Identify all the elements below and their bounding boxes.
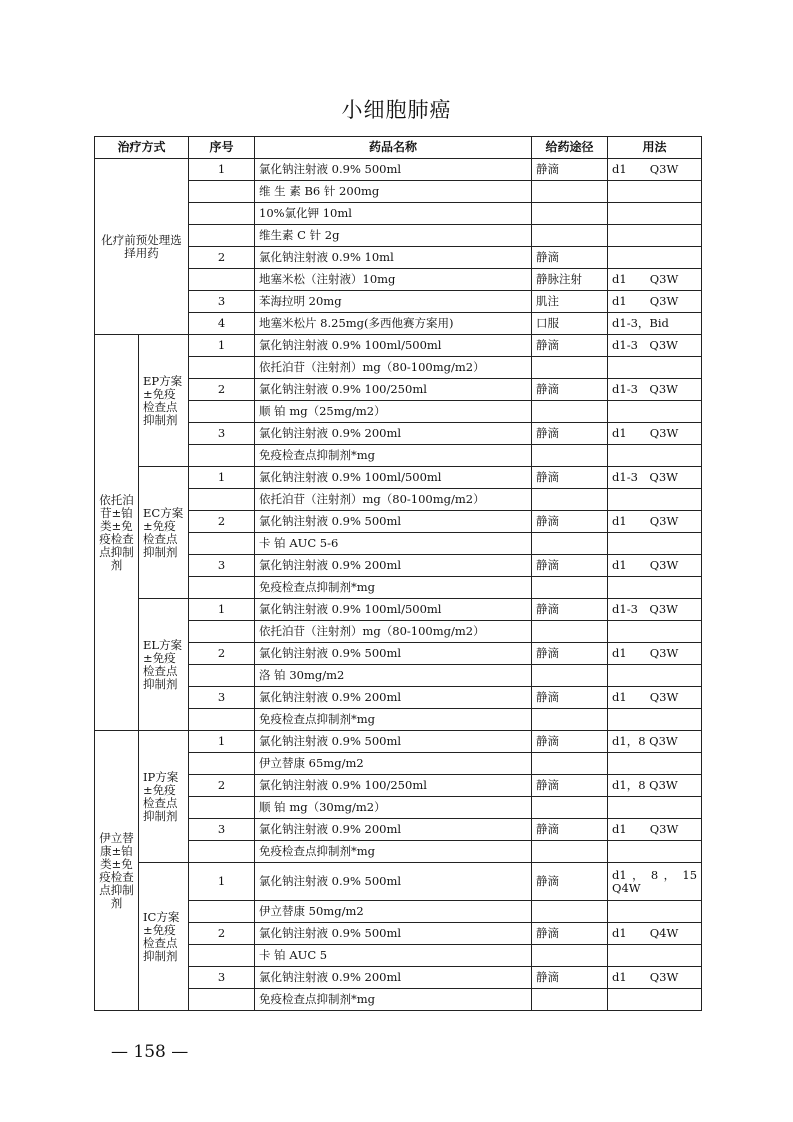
category-pretreatment: 化疗前预处理选择用药 [95, 159, 189, 335]
usage [608, 901, 702, 923]
usage: d1，8 Q3W [608, 731, 702, 753]
subgroup-el: EL方案±免疫检查点抑制剂 [139, 599, 189, 731]
drug-name: 伊立替康 50mg/m2 [255, 901, 532, 923]
route: 静滴 [532, 687, 608, 709]
drug-name: 地塞米松（注射液）10mg [255, 269, 532, 291]
row-number [189, 181, 255, 203]
route [532, 797, 608, 819]
row-number [189, 577, 255, 599]
table-row [95, 467, 702, 489]
drug-name: 免疫检查点抑制剂*mg [255, 709, 532, 731]
table-header-row [95, 137, 702, 159]
drug-name: 氯化钠注射液 0.9% 200ml [255, 423, 532, 445]
usage: d1-3 Q3W [608, 599, 702, 621]
usage [608, 357, 702, 379]
row-number [189, 901, 255, 923]
drug-name: 氯化钠注射液 0.9% 500ml [255, 511, 532, 533]
route [532, 577, 608, 599]
row-number [189, 225, 255, 247]
route [532, 401, 608, 423]
usage [608, 203, 702, 225]
drug-name: 免疫检查点抑制剂*mg [255, 989, 532, 1011]
usage [608, 489, 702, 511]
route [532, 533, 608, 555]
route [532, 621, 608, 643]
row-number [189, 797, 255, 819]
header-therapy: 治疗方式 [95, 137, 189, 159]
row-number [189, 489, 255, 511]
route: 静滴 [532, 819, 608, 841]
route [532, 709, 608, 731]
usage [608, 945, 702, 967]
usage: d1 Q3W [608, 423, 702, 445]
route [532, 225, 608, 247]
usage [608, 753, 702, 775]
drug-name: 顺 铂 mg（30mg/m2） [255, 797, 532, 819]
usage: d1 Q3W [608, 967, 702, 989]
regimen-table [94, 136, 702, 1011]
page-number: — 158 — [111, 1042, 189, 1062]
route: 静滴 [532, 967, 608, 989]
route: 静滴 [532, 159, 608, 181]
row-number: 3 [189, 423, 255, 445]
page-title: 小细胞肺癌 [341, 98, 452, 122]
row-number: 1 [189, 863, 255, 901]
drug-name: 卡 铂 AUC 5 [255, 945, 532, 967]
drug-name: 氯化钠注射液 0.9% 100/250ml [255, 775, 532, 797]
row-number: 2 [189, 247, 255, 269]
drug-name: 氯化钠注射液 0.9% 100ml/500ml [255, 335, 532, 357]
subgroup-ep: EP方案±免疫检查点抑制剂 [139, 335, 189, 467]
table-row [95, 599, 702, 621]
route: 肌注 [532, 291, 608, 313]
usage: d1-3 Q3W [608, 335, 702, 357]
row-number [189, 203, 255, 225]
drug-name: 免疫检查点抑制剂*mg [255, 445, 532, 467]
row-number: 2 [189, 775, 255, 797]
route: 静滴 [532, 923, 608, 945]
usage: d1 Q3W [608, 643, 702, 665]
row-number: 2 [189, 379, 255, 401]
row-number: 4 [189, 313, 255, 335]
route: 静滴 [532, 511, 608, 533]
drug-name: 氯化钠注射液 0.9% 500ml [255, 159, 532, 181]
usage [608, 533, 702, 555]
drug-name: 洛 铂 30mg/m2 [255, 665, 532, 687]
row-number [189, 665, 255, 687]
row-number [189, 401, 255, 423]
header-route: 给药途径 [532, 137, 608, 159]
route [532, 489, 608, 511]
row-number [189, 753, 255, 775]
row-number [189, 445, 255, 467]
drug-name: 地塞米松片 8.25mg(多西他赛方案用) [255, 313, 532, 335]
route [532, 945, 608, 967]
subgroup-ec: EC方案±免疫检查点抑制剂 [139, 467, 189, 599]
row-number [189, 841, 255, 863]
row-number: 1 [189, 599, 255, 621]
route: 静滴 [532, 335, 608, 357]
usage [608, 577, 702, 599]
row-number: 2 [189, 511, 255, 533]
route: 静滴 [532, 467, 608, 489]
usage [608, 445, 702, 467]
usage: d1 ， 8 ， 15 Q4W [608, 863, 702, 901]
route [532, 753, 608, 775]
header-num: 序号 [189, 137, 255, 159]
drug-name: 维 生 素 B6 针 200mg [255, 181, 532, 203]
route: 静滴 [532, 599, 608, 621]
usage [608, 989, 702, 1011]
route: 静滴 [532, 379, 608, 401]
usage: d1 Q3W [608, 269, 702, 291]
drug-name: 氯化钠注射液 0.9% 10ml [255, 247, 532, 269]
row-number [189, 533, 255, 555]
table-row [95, 335, 702, 357]
row-number: 3 [189, 291, 255, 313]
usage [608, 181, 702, 203]
drug-name: 免疫检查点抑制剂*mg [255, 577, 532, 599]
route: 静滴 [532, 247, 608, 269]
route [532, 203, 608, 225]
table-row [95, 731, 702, 753]
row-number: 1 [189, 467, 255, 489]
drug-name: 氯化钠注射液 0.9% 200ml [255, 555, 532, 577]
route [532, 665, 608, 687]
drug-name: 伊立替康 65mg/m2 [255, 753, 532, 775]
row-number [189, 945, 255, 967]
drug-name: 苯海拉明 20mg [255, 291, 532, 313]
route [532, 445, 608, 467]
drug-name: 维生素 C 针 2g [255, 225, 532, 247]
row-number: 3 [189, 687, 255, 709]
header-usage: 用法 [608, 137, 702, 159]
route: 静滴 [532, 643, 608, 665]
row-number: 1 [189, 335, 255, 357]
drug-name: 氯化钠注射液 0.9% 200ml [255, 819, 532, 841]
usage [608, 841, 702, 863]
subgroup-ip: IP方案±免疫检查点抑制剂 [139, 731, 189, 863]
usage: d1 Q3W [608, 511, 702, 533]
usage: d1 Q4W [608, 923, 702, 945]
usage: d1，8 Q3W [608, 775, 702, 797]
drug-name: 氯化钠注射液 0.9% 500ml [255, 643, 532, 665]
route: 静滴 [532, 775, 608, 797]
drug-name: 顺 铂 mg（25mg/m2） [255, 401, 532, 423]
row-number: 3 [189, 819, 255, 841]
route: 静滴 [532, 423, 608, 445]
subgroup-ic: IC方案±免疫检查点抑制剂 [139, 863, 189, 1011]
usage [608, 797, 702, 819]
usage [608, 247, 702, 269]
usage [608, 665, 702, 687]
row-number: 3 [189, 555, 255, 577]
usage: d1 Q3W [608, 555, 702, 577]
row-number: 1 [189, 731, 255, 753]
usage [608, 225, 702, 247]
usage: d1 Q3W [608, 819, 702, 841]
route: 静脉注射 [532, 269, 608, 291]
drug-name: 依托泊苷（注射剂）mg（80-100mg/m2） [255, 621, 532, 643]
row-number [189, 621, 255, 643]
row-number: 3 [189, 967, 255, 989]
row-number: 2 [189, 923, 255, 945]
drug-name: 10%氯化钾 10ml [255, 203, 532, 225]
route: 静滴 [532, 555, 608, 577]
row-number: 2 [189, 643, 255, 665]
drug-name: 氯化钠注射液 0.9% 200ml [255, 687, 532, 709]
table-row [95, 863, 702, 901]
row-number [189, 269, 255, 291]
drug-name: 免疫检查点抑制剂*mg [255, 841, 532, 863]
usage: d1 Q3W [608, 159, 702, 181]
header-drug: 药品名称 [255, 137, 532, 159]
row-number [189, 989, 255, 1011]
drug-name: 氯化钠注射液 0.9% 100ml/500ml [255, 599, 532, 621]
drug-name: 氯化钠注射液 0.9% 100/250ml [255, 379, 532, 401]
category-irinotecan: 伊立替康±铂类±免疫检查点抑制剂 [95, 731, 139, 1011]
row-number [189, 709, 255, 731]
drug-name: 氯化钠注射液 0.9% 100ml/500ml [255, 467, 532, 489]
usage: d1-3，Bid [608, 313, 702, 335]
route [532, 357, 608, 379]
drug-name: 依托泊苷（注射剂）mg（80-100mg/m2） [255, 357, 532, 379]
drug-name: 依托泊苷（注射剂）mg（80-100mg/m2） [255, 489, 532, 511]
route: 静滴 [532, 731, 608, 753]
route [532, 841, 608, 863]
drug-name: 氯化钠注射液 0.9% 200ml [255, 967, 532, 989]
route [532, 989, 608, 1011]
usage: d1-3 Q3W [608, 467, 702, 489]
usage: d1 Q3W [608, 687, 702, 709]
usage [608, 709, 702, 731]
category-etoposide: 依托泊苷±铂类±免疫检查点抑制剂 [95, 335, 139, 731]
usage: d1 Q3W [608, 291, 702, 313]
usage [608, 401, 702, 423]
row-number: 1 [189, 159, 255, 181]
drug-name: 氯化钠注射液 0.9% 500ml [255, 731, 532, 753]
row-number [189, 357, 255, 379]
route [532, 181, 608, 203]
route: 静滴 [532, 863, 608, 901]
drug-name: 卡 铂 AUC 5-6 [255, 533, 532, 555]
drug-name: 氯化钠注射液 0.9% 500ml [255, 863, 532, 901]
drug-name: 氯化钠注射液 0.9% 500ml [255, 923, 532, 945]
usage: d1-3 Q3W [608, 379, 702, 401]
table-row [95, 159, 702, 181]
route: 口服 [532, 313, 608, 335]
route [532, 901, 608, 923]
usage [608, 621, 702, 643]
